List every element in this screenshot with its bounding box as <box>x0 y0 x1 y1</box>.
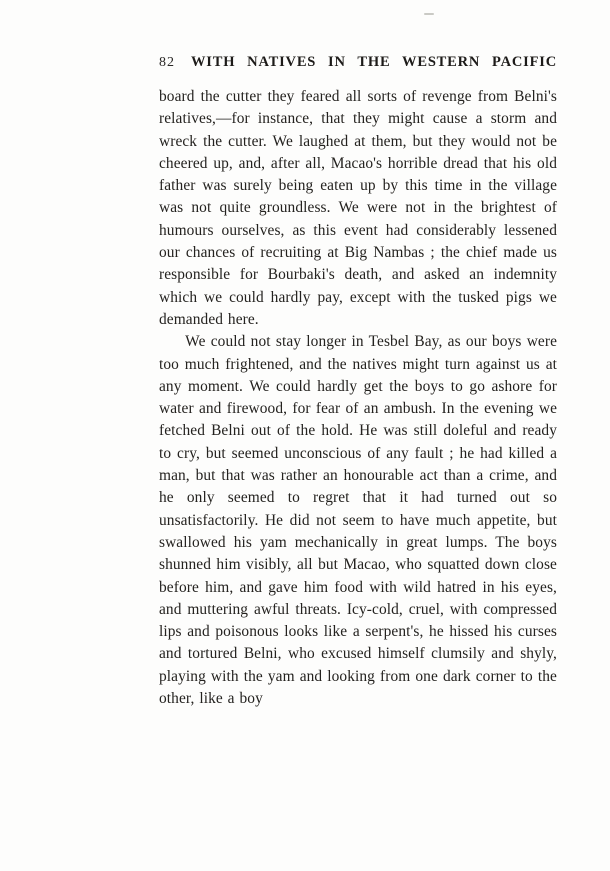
paragraph-continuation: board the cutter they feared all sorts of revenge from Belni's relatives,—for instance, that they might cause a storm and wreck the cutter. We laughed at them, but they would not be cheered up, and, after all, Macao's horrible dread that his old father was surely being eaten up by this time in the village was not quite groundless. We were not in the brightest of humours ourselves, as this event had considerably lessened our chances of recruiting at Big Nambas ; the chief made us responsible for Bourbaki's death, and asked an indemnity which we could hardly pay, except with the tusked pigs we demanded here. <box>159 88 557 328</box>
paragraph: We could not stay longer in Tesbel Bay, as our boys were too much frightened, and the natives might turn against us at any moment. We could hardly get the boys to go ashore for water and firewood, for fear of an ambush. In the evening we fetched Belni out of the hold. He was still doleful and ready to cry, but seemed unconscious of any fault ; he had killed a man, but that was rather an honourable act than a crime, and he only seemed to regret that it had turned out so unsatisfactorily. He did not seem to have much appetite, but swallowed his yam mechanically in great lumps. The boys shunned him visibly, all but Macao, who squatted down close before him, and gave him food with wild hatred in his eyes, and muttering awful threats. Icy-cold, cruel, with compressed lips and poisonous looks like a serpent's, he hissed his curses and tortured Belni, who excused himself clumsily and shyly, playing with the yam and looking from one dark corner to the other, like a boy <box>159 333 557 708</box>
scan-artifact <box>424 13 434 15</box>
page-header <box>159 54 557 71</box>
page-number: 82 <box>159 55 175 70</box>
running-title: WITH NATIVES IN THE WESTERN PACIFIC <box>191 54 557 70</box>
body-text <box>159 86 557 710</box>
